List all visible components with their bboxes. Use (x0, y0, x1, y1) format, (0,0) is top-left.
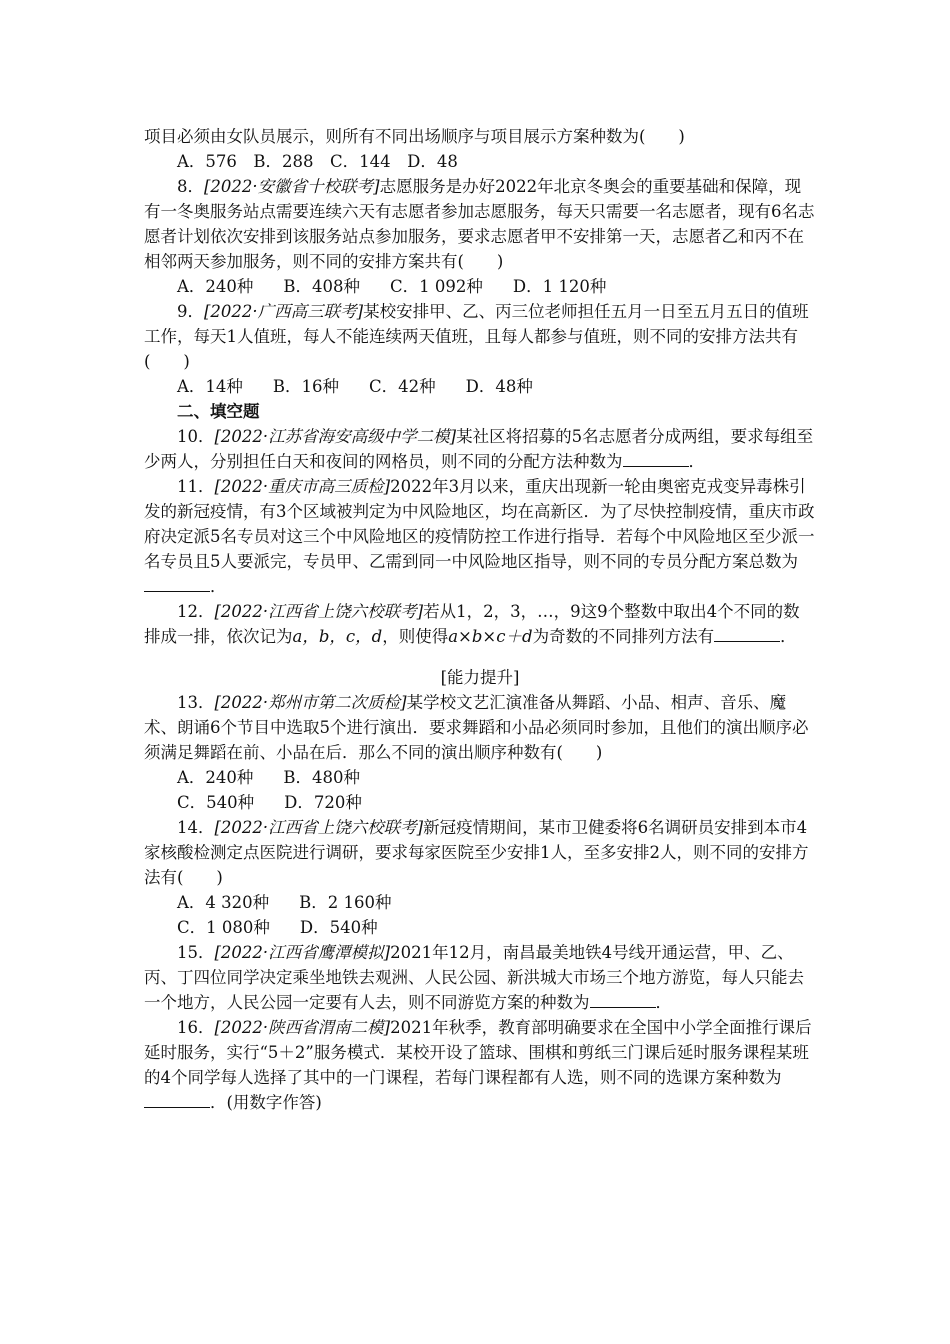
q8-option-a: A．240种 (177, 277, 254, 296)
document-body (144, 124, 816, 1115)
q16-text: 2021年秋季，教育部明确要求在全国中小学全面推行课后延时服务，实行“5＋2”服务模式．某校开设了篮球、围棋和剪纸三门课后延时服务课程某班的4个同学每人选择了其中的一门课程，若每门课程都有人选，则不同的选课方案种数为 (144, 1018, 812, 1087)
q14-options-row-1 (144, 890, 816, 915)
q16-number: 16． (177, 1018, 215, 1037)
question-13 (144, 690, 816, 765)
q12-text: 为奇数的不同排列方法有 (532, 627, 715, 646)
q9-text: 某校安排甲、乙、丙三位老师担任五月一日至五月五日的值班工作，每天1人值班，每人不能连续两天值班，且每人都参与值班，则不同的安排方法共有( ) (144, 302, 809, 371)
q16-tail: ．(用数字作答) (210, 1093, 322, 1112)
question-8 (144, 174, 816, 274)
q9-number: 9． (177, 302, 204, 321)
q7-options: A．576 B．288 C．144 D．48 (177, 152, 458, 171)
q10-number: 10． (177, 427, 215, 446)
q13-text: 某学校文艺汇演准备从舞蹈、小品、相声、音乐、魔术、朗诵6个节目中选取5个进行演出．要求舞蹈和小品必须同时参加，且他们的演出顺序必须满足舞蹈在前、小品在后．那么不同的演出顺序种数有( ) (144, 693, 809, 762)
q11-text: 2022年3月以来，重庆出现新一轮由奥密克戎变异毒株引发的新冠疫情，有3个区域被判定为中风险地区，均在高新区．为了尽快控制疫情，重庆市政府决定派5名专员对这三个中风险地区的疫情防控工作进行指导．若每个中风险地区至少派一名专员且5人要派完，专员甲、乙需到同一中风险地区指导，则不同的专员分配方案总数为 (144, 477, 815, 571)
q8-number: 8． (177, 177, 204, 196)
q9-option-a: A．14种 (177, 377, 243, 396)
q9-options (144, 374, 816, 399)
q12-variables: a，b，c，d (292, 627, 383, 646)
question-12 (144, 599, 816, 649)
q14-source: [2022·江西省上饶六校联考] (214, 818, 424, 837)
q9-option-b: B．16种 (272, 377, 340, 396)
answer-blank[interactable] (623, 452, 689, 467)
q13-option-d: D．720种 (284, 793, 362, 812)
q9-source: [2022·广西高三联考] (204, 302, 364, 321)
question-16 (144, 1015, 816, 1115)
ability-heading: [能力提升] (440, 668, 520, 687)
q14-option-d: D．540种 (299, 918, 378, 937)
question-14 (144, 815, 816, 890)
q13-option-b: B．480种 (283, 768, 361, 787)
q12-source: [2022·江西省上饶六校联考] (214, 602, 424, 621)
q8-option-d: D．1 120种 (512, 277, 607, 296)
q8-text: 志愿服务是办好2022年北京冬奥会的重要基础和保障，现有一冬奥服务站点需要连续六天有志愿者参加志愿服务，每天只需要一名志愿者，现有6名志愿者计划依次安排到该服务站点参加服务，要求志愿者甲不安排第一天，志愿者乙和丙不在相邻两天参加服务，则不同的安排方案共有( ) (144, 177, 815, 271)
answer-blank[interactable] (144, 577, 210, 592)
question-10 (144, 424, 816, 474)
q14-text: 新冠疫情期间，某市卫健委将6名调研员安排到本市4家核酸检测定点医院进行调研，要求每家医院至少安排1人，至多安排2人，则不同的安排方法有( ) (144, 818, 809, 887)
period: ． (210, 577, 227, 596)
q12-text: 若从1，2，3，…，9这9个整数中取出4个不同的数排成一排，依次记为 (144, 602, 800, 646)
q10-source: [2022·江苏省海安高级中学二模] (214, 427, 457, 446)
question-11 (144, 474, 816, 599)
q15-source: [2022·江西省鹰潭模拟] (214, 943, 391, 962)
q8-option-c: C．1 092种 (390, 277, 483, 296)
q13-options-row-1 (144, 765, 816, 790)
q9-option-d: D．48种 (465, 377, 533, 396)
q15-text: 2021年12月，南昌最美地铁4号线开通运营，甲、乙、丙、丁四位同学决定乘坐地铁去观洲、人民公园、新洪城大市场三个地方游览，每人只能去一个地方，人民公园一定要有人去，则不同游览方案的种数为 (144, 943, 804, 1012)
q11-source: [2022·重庆市高三质检] (214, 477, 391, 496)
q11-number: 11． (177, 477, 215, 496)
section-fill-in-heading: 二、填空题 (177, 402, 260, 421)
q12-number: 12． (177, 602, 215, 621)
q16-source: [2022·陕西省渭南二模] (214, 1018, 391, 1037)
q14-option-a: A．4 320种 (177, 893, 270, 912)
q10-text: 某社区将招募的5名志愿者分成两组，要求每组至少两人，分别担任白天和夜间的网格员，则不同的分配方法种数为 (144, 427, 814, 471)
period: ． (688, 452, 705, 471)
q8-options (144, 274, 816, 299)
q14-option-c: C．1 080种 (177, 918, 270, 937)
question-9 (144, 299, 816, 374)
question-15 (144, 940, 816, 1015)
q15-number: 15． (177, 943, 215, 962)
q13-number: 13． (177, 693, 215, 712)
q13-option-c: C．540种 (177, 793, 255, 812)
q13-source: [2022·郑州市第二次质检] (214, 693, 407, 712)
q14-option-b: B．2 160种 (299, 893, 392, 912)
answer-blank[interactable] (714, 627, 780, 642)
q7-tail: 项目必须由女队员展示，则所有不同出场顺序与项目展示方案种数为( ) (144, 127, 685, 146)
answer-blank[interactable] (590, 993, 656, 1008)
q13-option-a: A．240种 (177, 768, 254, 787)
q13-options-row-2 (144, 790, 816, 815)
q9-option-c: C．42种 (369, 377, 436, 396)
answer-blank[interactable] (144, 1093, 210, 1108)
q14-number: 14． (177, 818, 215, 837)
q12-text: ，则使得 (382, 627, 449, 646)
period: ． (655, 993, 672, 1012)
q14-options-row-2 (144, 915, 816, 940)
q8-option-b: B．408种 (283, 277, 361, 296)
q8-source: [2022·安徽省十校联考] (204, 177, 380, 196)
period: ． (780, 627, 797, 646)
q12-expression: a×b×c＋d (448, 627, 533, 646)
